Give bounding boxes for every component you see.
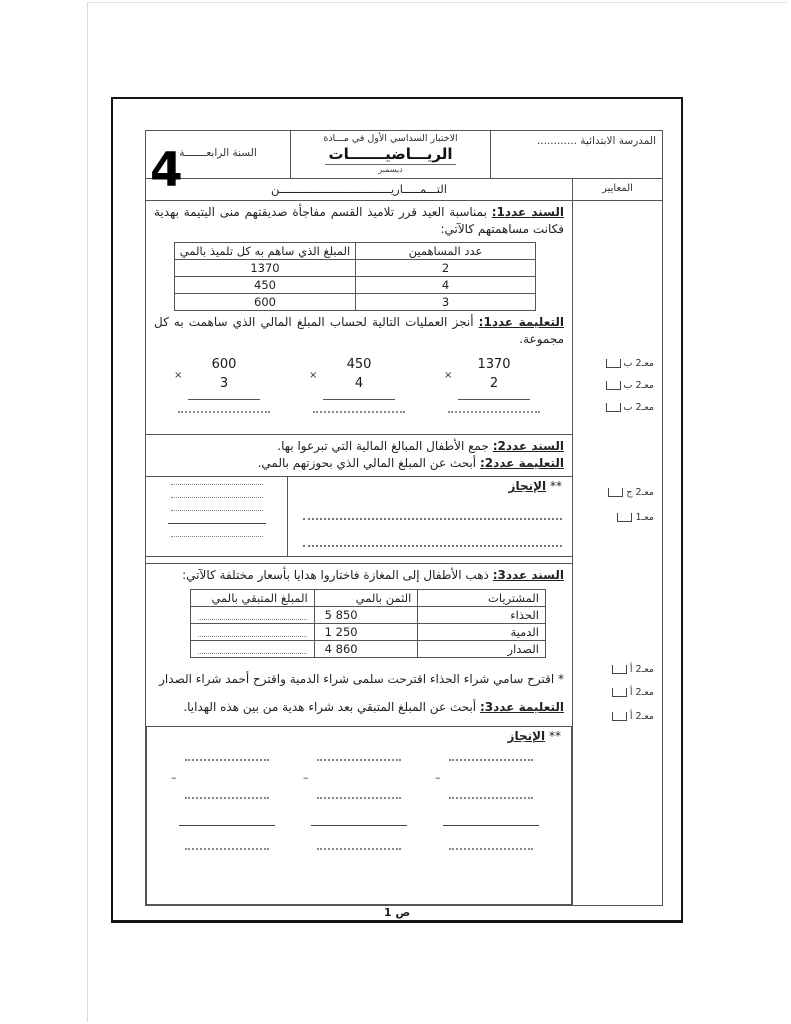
criteria-label: معـ2 ب <box>623 358 654 369</box>
operand-top: 1370 <box>477 356 511 372</box>
answer-line <box>171 484 263 485</box>
operand-bottom: 3 <box>219 375 229 391</box>
form-body <box>146 201 662 905</box>
item-name: الدمية <box>418 623 546 640</box>
answer-line[interactable] <box>313 411 405 413</box>
remaining-cell[interactable] <box>191 606 315 623</box>
multiply-icon: × <box>444 369 453 381</box>
answer-line <box>449 797 533 799</box>
score-box[interactable] <box>612 688 627 697</box>
score-box[interactable] <box>606 359 621 368</box>
operand-bottom: 2 <box>489 375 499 391</box>
answer-line <box>198 643 307 654</box>
exam-form <box>145 130 663 906</box>
result-rule <box>458 399 530 400</box>
criteria-label: معـ2 ب <box>623 402 654 413</box>
result-rule <box>311 825 407 826</box>
result-rule <box>443 825 539 826</box>
page-frame <box>111 97 683 923</box>
purchases-table <box>190 589 546 658</box>
criteria-column <box>572 201 662 905</box>
answer-line <box>317 848 401 850</box>
answer-area-2 <box>146 726 572 905</box>
score-box[interactable] <box>606 403 621 412</box>
answer-line <box>171 510 263 511</box>
column-header: المشتريات <box>418 589 546 606</box>
instruction2-paragraph <box>154 455 564 472</box>
answer-line <box>317 797 401 799</box>
criteria-label: معـ2 أ <box>629 687 654 698</box>
item-name: الصدار <box>418 640 546 657</box>
result-rule <box>323 399 395 400</box>
criteria-label: معـ2 أ <box>629 711 654 722</box>
situation1-text: بمناسبة العيد قرر تلاميذ القسم مفاجأة صديقتهم منى اليتيمة بهدية فكانت مساهمتهم كالآتي: <box>154 205 564 237</box>
answer-header <box>298 479 562 493</box>
instruction3-paragraph <box>146 696 572 716</box>
situation2-text: جمع الأطفال المبالغ المالية التي تبرعوا بها. <box>277 438 489 453</box>
subject-title: الريـــاضيـــــــات <box>325 145 457 165</box>
instruction1-text: أنجز العمليات التالية لحساب المبلغ المالي الذي ساهمت به كل مجموعة. <box>154 314 564 347</box>
criteria-marker <box>606 402 654 413</box>
exercises-column <box>146 201 572 905</box>
contributors-count: 4 <box>356 276 536 293</box>
table-row <box>175 293 536 310</box>
item-name: الحذاء <box>418 606 546 623</box>
column-header: الثمن بالمي <box>314 589 418 606</box>
remaining-cell[interactable] <box>191 640 315 657</box>
exam-title-cell <box>290 131 490 178</box>
score-box[interactable] <box>612 712 627 721</box>
instruction2-label: التعليمة عدد2: <box>479 455 564 470</box>
table-row <box>175 259 536 276</box>
minus-sign: – <box>171 770 177 784</box>
price-value: 5 850 <box>324 607 358 622</box>
answer-header <box>157 729 561 743</box>
exercise2-box <box>146 434 572 478</box>
criteria-marker <box>612 711 654 722</box>
multiply-icon: × <box>309 369 318 381</box>
contributors-count: 3 <box>356 293 536 310</box>
criteria-marker <box>612 664 654 675</box>
subtraction-workspace[interactable] <box>303 745 415 900</box>
score-box[interactable] <box>617 513 632 522</box>
instruction3-text: أبحث عن المبلغ المتبقي بعد شراء هدية من بين هذه الهدايا. <box>183 699 477 714</box>
criteria-label: معـ1 <box>635 512 654 523</box>
answer-line <box>198 626 307 637</box>
table-header-row <box>191 589 546 606</box>
criteria-marker <box>612 687 654 698</box>
criteria-label: معـ2 ب <box>623 380 654 391</box>
score-box[interactable] <box>606 381 621 390</box>
criteria-marker <box>606 358 654 369</box>
minus-sign: – <box>435 770 441 784</box>
exam-month: ديسمبر <box>378 165 403 174</box>
page-number: ص 1 <box>383 906 411 919</box>
addition-workspace[interactable] <box>146 477 288 556</box>
answer-line[interactable] <box>448 411 540 413</box>
instruction1-label: التعليمة عدد1: <box>478 314 565 329</box>
minus-sign: – <box>303 770 309 784</box>
price-value: 4 860 <box>324 641 358 656</box>
exercises-header: التـــمـــــاريـــــــــــــــــــــــــــــــــن <box>271 182 447 196</box>
remaining-cell[interactable] <box>191 623 315 640</box>
result-rule <box>179 825 275 826</box>
situation3-text: ذهب الأطفال إلى المغازة فاختاروا هدايا بأسعار مختلفة كالآتي: <box>182 568 489 583</box>
answer-line[interactable] <box>303 545 562 547</box>
answer-line <box>449 759 533 761</box>
criteria-marker <box>606 380 654 391</box>
contributions-table <box>174 242 536 311</box>
result-rule <box>188 399 260 400</box>
asterisks: ** <box>550 479 562 494</box>
price-value: 1 250 <box>324 624 358 639</box>
contributors-count: 2 <box>356 259 536 276</box>
operand-bottom: 4 <box>354 375 364 391</box>
column-header: عدد المساهمين <box>356 242 536 259</box>
answer-label: الإنجاز <box>507 728 546 743</box>
subtraction-row <box>157 743 561 900</box>
score-box[interactable] <box>608 488 623 497</box>
situation3-paragraph <box>146 563 572 584</box>
table-row <box>191 623 546 640</box>
multiplication-workspace <box>444 357 544 429</box>
table-row <box>175 276 536 293</box>
table-header-row <box>175 242 536 259</box>
criteria-marker <box>617 512 654 523</box>
item-price <box>314 606 418 623</box>
table-row <box>191 606 546 623</box>
grade-label: السنة الرابعـــــــة <box>179 147 257 159</box>
grade-number: 4 <box>150 143 183 198</box>
amount-value: 600 <box>175 293 356 310</box>
multiplication-workspace <box>174 357 274 429</box>
amount-value: 1370 <box>175 259 356 276</box>
table-row <box>191 640 546 657</box>
result-rule <box>168 523 266 524</box>
asterisks: ** <box>549 728 561 743</box>
answer-line <box>185 797 269 799</box>
answer-line <box>198 609 307 620</box>
column-header: المبلغ المتبقي بالمي <box>191 589 315 606</box>
column-header: المبلغ الذي ساهم به كل تلميذ بالمي <box>175 242 356 259</box>
answer-line <box>185 848 269 850</box>
amount-value: 450 <box>175 276 356 293</box>
score-box[interactable] <box>612 665 627 674</box>
answer-line <box>185 759 269 761</box>
criteria-label: معـ2 أ <box>629 664 654 675</box>
scan-edge-line <box>87 2 787 3</box>
answer-line <box>317 759 401 761</box>
multiply-icon: × <box>174 369 183 381</box>
school-name-field[interactable]: المدرسة الابتدائية ............ <box>490 131 662 178</box>
criteria-marker <box>608 487 654 498</box>
situation2-label: السند عدد2: <box>492 438 564 453</box>
answer-line <box>171 536 263 537</box>
multiplication-workspace <box>309 357 409 429</box>
instruction1-paragraph <box>146 311 572 349</box>
answer-line <box>171 497 263 498</box>
subtraction-workspace[interactable] <box>171 745 283 900</box>
item-price <box>314 623 418 640</box>
instruction2-text: أبحث عن المبلغ المالي الذي بحوزتهم بالمي. <box>257 455 477 470</box>
situation1-label: السند عدد1: <box>491 205 564 219</box>
subtraction-workspace[interactable] <box>435 745 547 900</box>
operand-top: 600 <box>211 356 237 372</box>
answer-area-1 <box>146 477 572 557</box>
item-price <box>314 640 418 657</box>
multiplication-row <box>146 349 572 429</box>
note-paragraph: * اقترح سامي شراء الحذاء اقترحت سلمى شراء الدمية واقترح أحمد شراء الصدار <box>159 671 564 686</box>
situation1-paragraph <box>146 201 572 239</box>
answer-line[interactable] <box>178 411 270 413</box>
operand-top: 450 <box>346 356 372 372</box>
situation3-label: السند عدد3: <box>492 568 564 583</box>
answer-line[interactable] <box>303 518 562 520</box>
answer-label: الإنجاز <box>508 479 547 494</box>
criteria-header: المعايير <box>572 179 662 200</box>
instruction3-label: التعليمة عدد3: <box>479 699 564 714</box>
grade-cell <box>146 131 290 198</box>
situation2-paragraph <box>154 438 564 455</box>
scan-edge-line <box>87 2 88 1022</box>
answer-line <box>449 848 533 850</box>
exam-title-line: الاختبار السداسي الأول في مـــادة <box>323 133 458 144</box>
section-bar <box>146 179 662 201</box>
answer1-main <box>288 477 572 556</box>
criteria-label: معـ2 ج <box>626 487 654 498</box>
